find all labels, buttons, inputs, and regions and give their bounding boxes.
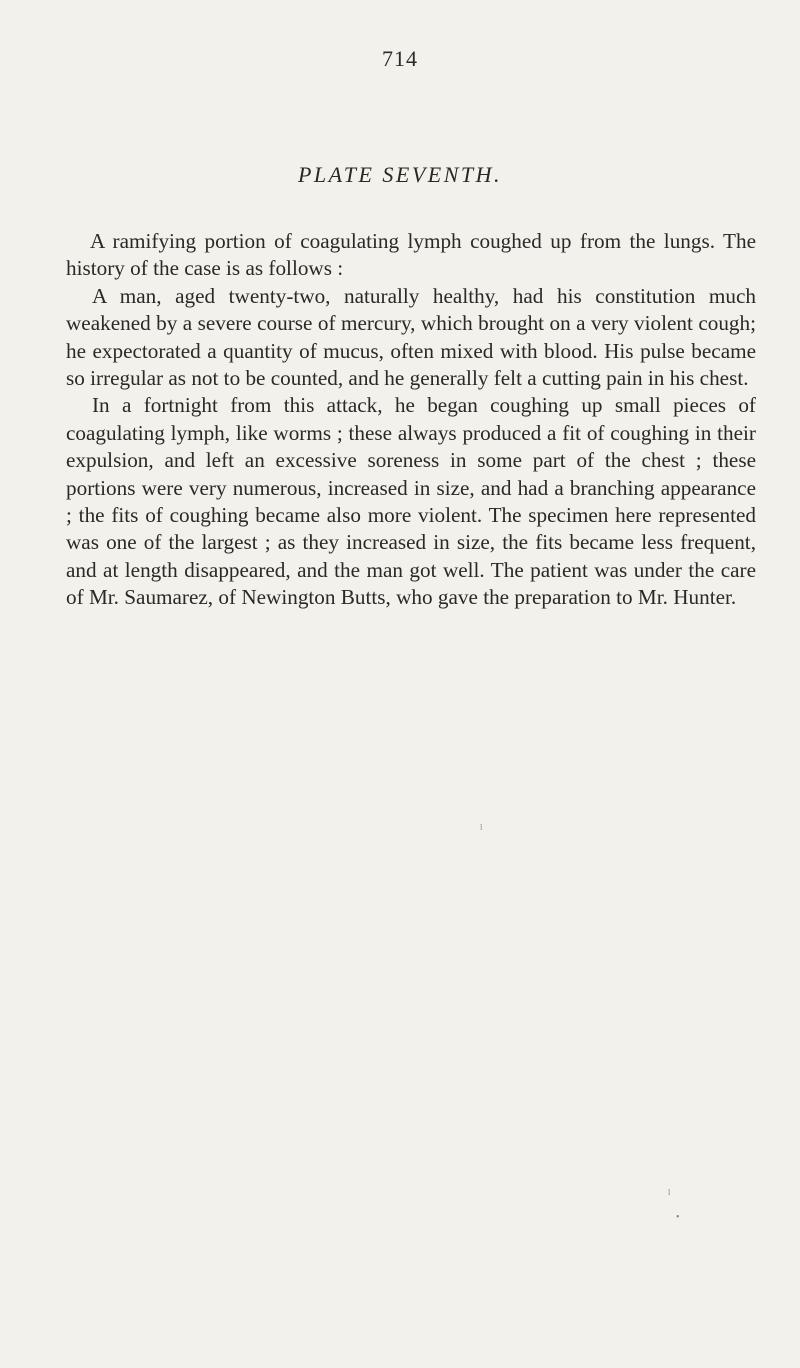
plate-title: PLATE SEVENTH.	[297, 162, 503, 187]
page-number: 714	[382, 46, 418, 71]
paragraph-course: In a fortnight from this attack, he began coughing up small pieces of coagulating lymph, like worms ; these always produced a fit of coughing in their expulsion, and left an excessive soreness in some part of the chest ; these portions were very numerous, increased in size, and had a branching appearance ; the fits of coughing became also more violent. The specimen here represented was one of the largest ; as they increased in size, the fits became less frequent, and at length disappeared, and the man got well. The patient was under the care of Mr. Saumarez, of Newington Butts, who gave the preparation to Mr. Hunter.	[66, 393, 756, 610]
paper-speck: ˡ	[480, 823, 483, 838]
body-text	[66, 228, 756, 612]
paper-speck: •	[676, 1212, 680, 1223]
paper-speck: ˡ	[668, 1188, 671, 1203]
paragraph-intro: A ramifying portion of coagulating lymph coughed up from the lungs. The history of the case is as follows :	[66, 229, 756, 281]
paragraph-history: A man, aged twenty-two, naturally healthy, had his constitution much weakened by a severe course of mercury, which brought on a very violent cough; he expectorated a quantity of mucus, often mixed with blood. His pulse became so irregular as not to be counted, and he generally felt a cutting pain in his chest.	[66, 283, 756, 391]
